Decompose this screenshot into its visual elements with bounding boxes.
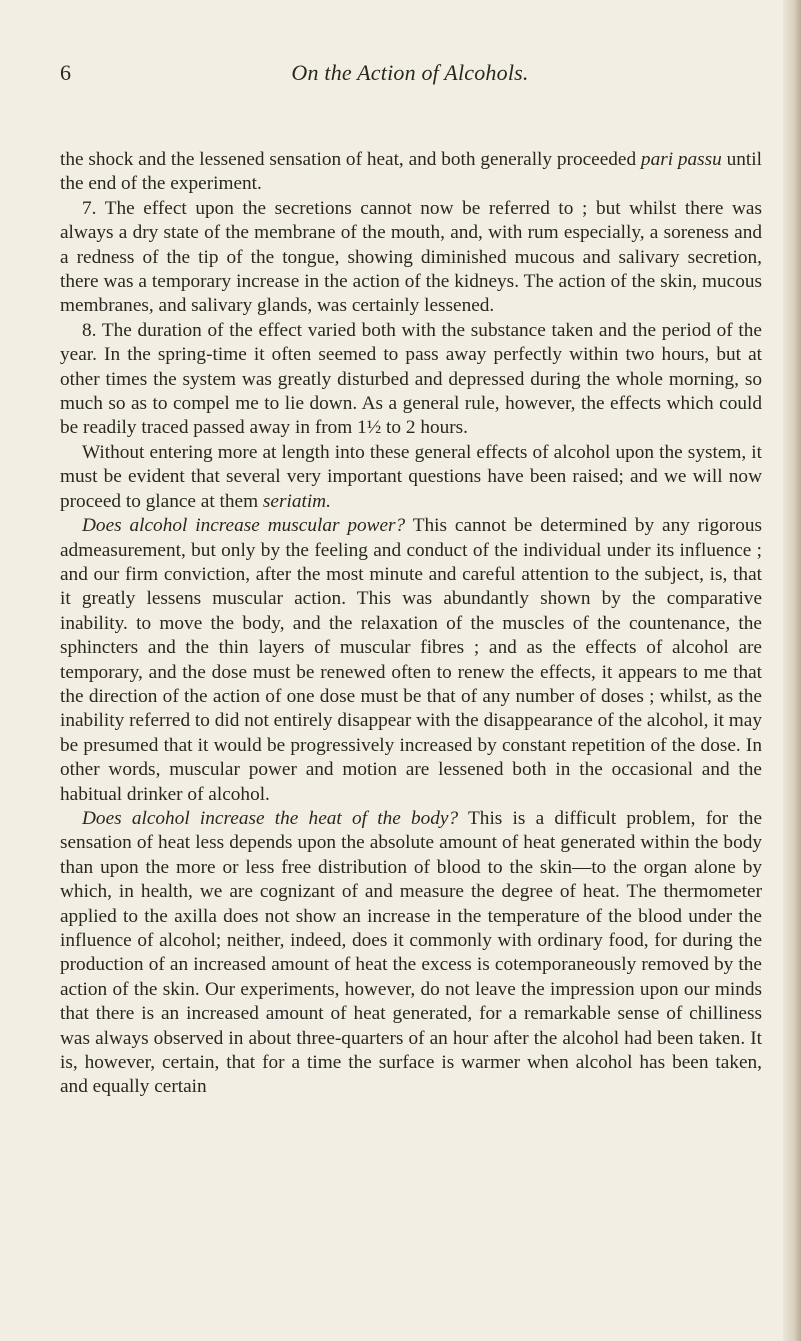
italic-text: Does alcohol increase the heat of the body?: [82, 807, 459, 829]
text-run: the shock and the lessened sensation of heat, and both generally proceeded: [60, 149, 641, 170]
italic-text: seriatim.: [262, 490, 331, 512]
text-run: until the end of the experiment.: [60, 149, 763, 195]
page-edge-shadow: [783, 0, 801, 1341]
italic-text: pari passu: [640, 149, 722, 170]
paragraph: [60, 514, 762, 807]
paragraph: [60, 197, 762, 319]
body-text: [60, 148, 762, 1100]
page-header: [60, 60, 760, 96]
paragraph: [60, 441, 762, 514]
paragraph: [60, 319, 762, 441]
page-number: 6: [60, 60, 71, 85]
italic-text: Does alcohol increase muscular power?: [82, 515, 406, 537]
running-title: On the Action of Alcohols.: [291, 60, 529, 85]
paragraph: [60, 807, 762, 1100]
text-run: Without entering more at length into these general effects of alcohol upon the system, it must be evident that several very important questions have been raised; and we will now proceed to glance at them: [60, 441, 762, 512]
text-run: 8. The duration of the effect varied both with the substance taken and the period of the year. In the spring-time it often seemed to pass away perfectly within two hours, but at other times the system was greatly disturbed and depressed during the whole morning, so much so as to compel me to lie down. As a general rule, however, the effects which could be readily traced passed away in from 1½ to 2 hours.: [60, 319, 762, 439]
text-run: This cannot be determined by any rigorous admeasurement, but only by the feeling and conduct of the individual under its influence ; and our firm conviction, after the most minute and careful attention to the subject, is, that it greatly lessens muscular action. This was abundantly shown by the comparative inability. to move the body, and the relaxation of the muscles of the countenance, the sphincters and the thin layers of muscular fibres ; and as the effects of alcohol are temporary, and the dose must be renewed often to renew the effects, it appears to me that the direction of the action of one dose must be that of any number of doses ; whilst, as the inability referred to did not entirely disappear with the disappearance of the alcohol, it may be presumed that it would be progressively increased by constant repetition of the dose. In other words, muscular power and motion are lessened both in the occasional and the habitual drinker of alcohol.: [60, 515, 762, 805]
text-run: 7. The effect upon the secretions cannot now be referred to ; but whilst there was always a dry state of the membrane of the mouth, and, with rum especially, a soreness and a redness of the tip of the tongue, showing diminished mucous and salivary secretion, there was a temporary increase in the action of the kidneys. The action of the skin, mucous membranes, and salivary glands, was certainly lessened.: [60, 197, 762, 317]
paragraph: [60, 148, 762, 197]
text-run: This is a difficult problem, for the sensation of heat less depends upon the absolute amount of heat generated within the body than upon the more or less free distribution of blood to the skin—to the organ alone by which, in health, we are cognizant of and measure the degree of heat. The thermometer applied to the axilla does not show an increase in the temperature of the blood under the influence of alcohol; neither, indeed, does it commonly with ordinary food, for during the production of an increased amount of heat the excess is cotemporaneously removed by the action of the skin. Our experiments, however, do not leave the impression upon our minds that there is an increased amount of heat generated, for a remarkable sense of chilliness was always observed in about three-quarters of an hour after the alcohol had been taken. It is, however, certain, that for a time the surface is warmer when alcohol has been taken, and equally certain: [60, 807, 763, 1098]
